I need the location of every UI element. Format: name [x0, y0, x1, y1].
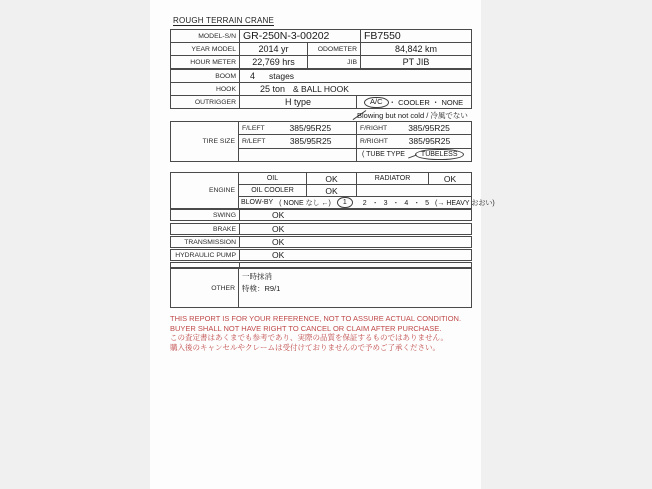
tube-type-label: ( TUBE TYPE	[362, 151, 405, 159]
tire-rl-label: R/LEFT	[242, 137, 266, 145]
odometer-label: ODOMETER	[307, 43, 360, 55]
table-row-year	[171, 42, 471, 55]
year-model-label: YEAR MODEL	[191, 45, 236, 53]
tire-rr-cell	[356, 135, 471, 147]
brake-value: OK	[239, 224, 471, 234]
blowby-scale-left: ( NONE なし ←)	[279, 199, 331, 207]
oil-label: OIL	[266, 175, 279, 182]
hour-meter-label: HOUR METER	[190, 58, 236, 66]
blowby-selected: 1	[342, 199, 347, 206]
spacer-label-cell	[171, 263, 239, 267]
table-row-tire-front	[239, 122, 471, 134]
other-note-line1: 一時抹消	[242, 272, 272, 281]
year-model-value: 2014 yr	[239, 43, 307, 55]
table-row-tire-rear	[239, 134, 471, 147]
outrigger-label: OUTRIGGER	[194, 98, 236, 106]
tire-rr-label: R/RIGHT	[360, 137, 388, 145]
table-row-outrigger	[171, 95, 471, 108]
other-box	[170, 268, 472, 308]
tire-rows	[239, 122, 471, 161]
model-sn-label: MODEL-S/N	[198, 32, 236, 40]
ac-cell	[356, 96, 471, 108]
tire-fr-value: 385/95R25	[408, 123, 450, 134]
transmission-row	[170, 236, 472, 248]
hydraulic-pump-label: HYDRAULIC PUMP	[175, 251, 236, 259]
disclaimer-line-en2: BUYER SHALL NOT HAVE RIGHT TO CANCEL OR CLAIM AFTER PURCHASE.	[170, 323, 442, 333]
table-row-model	[171, 30, 471, 42]
engine-table	[170, 172, 495, 209]
tire-fl-label: F/LEFT	[242, 124, 265, 132]
hydraulic-pump-row	[170, 249, 472, 261]
disclaimer-block	[170, 314, 461, 352]
boom-label: BOOM	[215, 72, 236, 80]
serial-no-value: FB7550	[360, 30, 471, 42]
oil-value: OK	[306, 173, 356, 184]
tube-type-cell	[356, 149, 471, 161]
table-row-tube-type	[239, 148, 471, 161]
engine-rows	[239, 173, 495, 208]
tire-fr-label: F/RIGHT	[360, 124, 388, 132]
tube-type-value: TUBELESS	[420, 151, 458, 159]
tire-table	[170, 121, 472, 162]
boom-value: 4	[250, 71, 256, 81]
ac-options: ・ COOLER ・ NONE	[388, 97, 464, 107]
blowby-scale: 2 ・ 3 ・ 4 ・ 5	[362, 199, 430, 207]
tubeless-circled-mark	[415, 149, 464, 160]
brake-label: BRAKE	[212, 225, 236, 233]
ac-circled-mark	[364, 97, 389, 108]
hour-meter-value: 22,769 hrs	[239, 56, 307, 68]
table-row-engine-oil	[239, 173, 471, 184]
odometer-value: 84,842 km	[360, 43, 471, 55]
blowby-scale-right: (→ HEAVY おおい)	[435, 199, 495, 207]
other-notes	[239, 269, 471, 307]
info-table	[170, 29, 472, 69]
oil-cooler-label: OIL COOLER	[251, 187, 294, 194]
other-note-line2: 特検：R9/1	[242, 284, 281, 293]
hook-label: HOOK	[215, 85, 236, 93]
jib-label: JIB	[307, 56, 360, 68]
tire-fl-cell	[239, 122, 356, 134]
blowby-cell	[239, 197, 495, 208]
boom-cell	[239, 70, 471, 82]
tire-fr-cell	[356, 122, 471, 134]
hydraulic-pump-value: OK	[239, 250, 471, 260]
tire-rl-cell	[239, 135, 356, 147]
spec-table	[170, 69, 472, 109]
hook-cell	[239, 83, 471, 95]
swing-row	[170, 209, 472, 221]
brake-row	[170, 223, 472, 235]
disclaimer-line-en1: THIS REPORT IS FOR YOUR REFERENCE, NOT TO ASSURE ACTUAL CONDITION.	[170, 314, 462, 323]
swing-label: SWING	[212, 211, 236, 219]
table-row-hour	[171, 55, 471, 68]
ac-condition-note: Blowing but not cold / 冷風でない	[357, 111, 468, 120]
spacer-value-cell	[239, 263, 471, 267]
tire-rl-value: 385/95R25	[289, 136, 332, 147]
radiator-label: RADIATOR	[356, 173, 428, 184]
jib-value: PT JIB	[360, 56, 471, 68]
swing-value: OK	[239, 210, 471, 220]
radiator-value: OK	[428, 173, 471, 184]
table-row-hook	[171, 82, 471, 95]
engine-empty-cell	[356, 185, 471, 196]
boom-unit: stages	[269, 71, 295, 81]
engine-label: ENGINE	[171, 173, 239, 208]
transmission-label: TRANSMISSION	[184, 238, 236, 246]
outrigger-value: H type	[239, 96, 356, 108]
hook-extra: & BALL HOOK	[293, 84, 349, 94]
other-label: OTHER	[171, 269, 239, 307]
disclaimer-line-jp2: 購入後のキャンセルやクレームは受付けておりませんので予めご了承ください。	[170, 342, 440, 352]
tire-size-label: TIRE SIZE	[171, 122, 239, 161]
tire-fl-value: 385/95R25	[289, 123, 332, 134]
tire-rr-value: 385/95R25	[408, 136, 451, 147]
model-sn-value: GR-250N-3-00202	[239, 30, 360, 42]
page-title: ROUGH TERRAIN CRANE	[173, 16, 274, 25]
oil-cooler-value: OK	[306, 185, 356, 196]
table-row-engine-oil-cooler	[239, 184, 471, 196]
disclaimer-line-jp1: この査定書はあくまでも参考であり、実際の品質を保証するものではありません。	[170, 333, 448, 342]
blowby-circled-mark	[337, 197, 353, 208]
hook-value: 25 ton	[260, 84, 286, 94]
transmission-value: OK	[239, 237, 471, 247]
inspection-sheet	[150, 0, 495, 489]
ac-value: A/C	[370, 97, 383, 107]
table-row-blowby	[239, 196, 495, 208]
table-row-boom	[171, 70, 471, 82]
blowby-label: BLOW-BY	[241, 199, 274, 206]
tube-empty-cell	[239, 149, 356, 161]
